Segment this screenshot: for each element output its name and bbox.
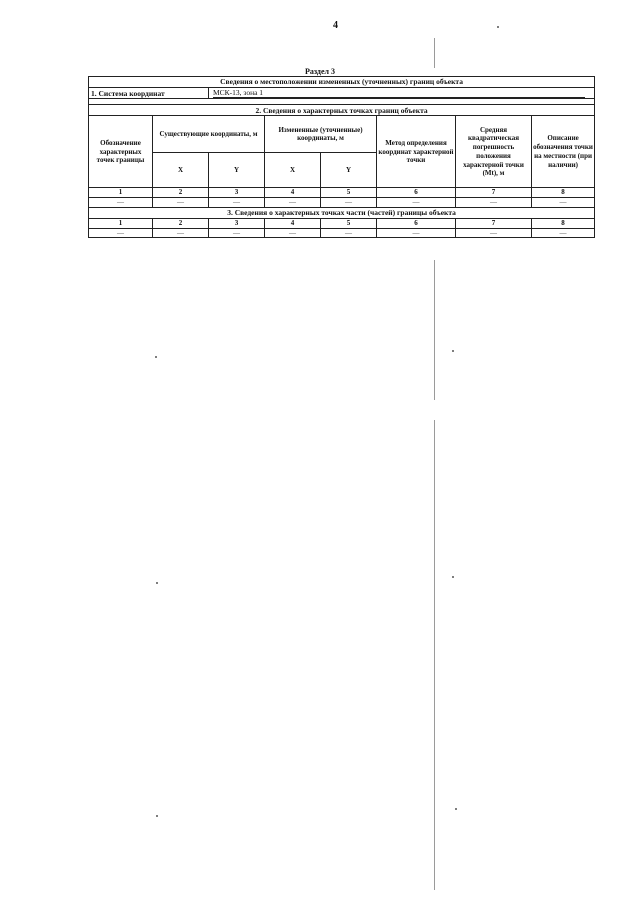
header-x-existing: X xyxy=(153,153,209,188)
table-cell: — xyxy=(209,228,265,238)
col-number: 4 xyxy=(265,188,321,198)
header-y-existing: Y xyxy=(209,153,265,188)
table-cell: — xyxy=(89,228,153,238)
scan-speck xyxy=(155,356,157,358)
section3-title: 3. Сведения о характерных точках части (частей) границы объекта xyxy=(89,207,595,218)
scan-speck xyxy=(452,576,454,578)
table-cell: — xyxy=(321,228,377,238)
header-x-changed: X xyxy=(265,153,321,188)
header-description: Описание обозначения точки на местности (при наличии) xyxy=(532,116,595,188)
table-cell: — xyxy=(153,228,209,238)
table-cell: — xyxy=(265,198,321,208)
table-cell: — xyxy=(456,198,532,208)
table-cell: — xyxy=(377,228,456,238)
header-y-changed: Y xyxy=(321,153,377,188)
table-cell: — xyxy=(321,198,377,208)
coord-system-value-text: МСК-13, зона 1 xyxy=(213,88,585,98)
col-number: 3 xyxy=(209,218,265,228)
table-cell: — xyxy=(532,228,595,238)
coord-system-value xyxy=(209,88,595,99)
table-cell: — xyxy=(377,198,456,208)
scan-fold-line xyxy=(434,38,435,68)
scan-speck xyxy=(156,582,158,584)
col-number: 5 xyxy=(321,188,377,198)
col-number: 3 xyxy=(209,188,265,198)
scan-speck xyxy=(452,350,454,352)
header-point-designation: Обозначение характерных точек границы xyxy=(89,116,153,188)
col-number: 1 xyxy=(89,188,153,198)
page-number: 4 xyxy=(333,20,338,31)
scan-fold-line xyxy=(434,420,435,890)
table-title: Сведения о местоположении измененных (уточненных) границ объекта xyxy=(89,77,595,88)
scan-speck xyxy=(156,815,158,817)
col-number: 7 xyxy=(456,188,532,198)
header-existing-coords: Существующие координаты, м xyxy=(153,116,265,153)
header-error: Средняя квадратическая погрешность положения характерной точки (Mt), м xyxy=(456,116,532,188)
section2-title: 2. Сведения о характерных точках границ объекта xyxy=(89,105,595,116)
col-number: 1 xyxy=(89,218,153,228)
table-cell: — xyxy=(209,198,265,208)
table-cell: — xyxy=(532,198,595,208)
table-cell: — xyxy=(153,198,209,208)
table-cell: — xyxy=(89,198,153,208)
col-number: 8 xyxy=(532,218,595,228)
col-number: 4 xyxy=(265,218,321,228)
col-number: 8 xyxy=(532,188,595,198)
section-label: Раздел 3 xyxy=(304,67,336,76)
col-number: 2 xyxy=(153,188,209,198)
col-number: 6 xyxy=(377,218,456,228)
header-method: Метод определения координат характерной точки xyxy=(377,116,456,188)
coord-system-label: 1. Система координат xyxy=(89,88,209,99)
table-cell: — xyxy=(265,228,321,238)
scan-fold-line xyxy=(434,260,435,400)
col-number: 7 xyxy=(456,218,532,228)
scan-speck xyxy=(497,26,499,28)
header-changed-coords: Измененные (уточненные) координаты, м xyxy=(265,116,377,153)
col-number: 5 xyxy=(321,218,377,228)
col-number: 2 xyxy=(153,218,209,228)
scan-speck xyxy=(455,808,457,810)
table-cell: — xyxy=(456,228,532,238)
boundary-table xyxy=(88,76,595,238)
col-number: 6 xyxy=(377,188,456,198)
